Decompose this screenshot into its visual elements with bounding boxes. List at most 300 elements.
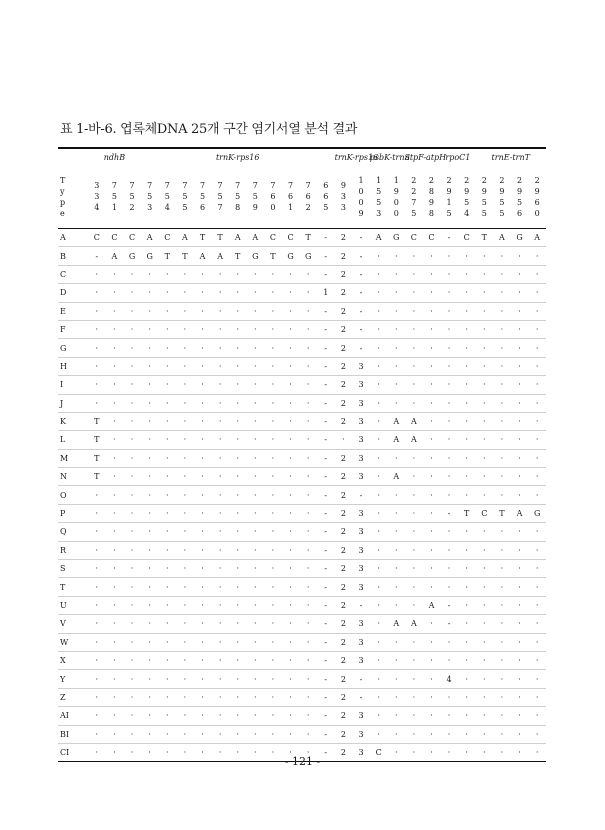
table-cell: ·: [158, 504, 176, 522]
table-cell: ·: [282, 412, 300, 430]
table-cell: ·: [476, 412, 494, 430]
table-cell: ·: [440, 541, 458, 559]
table-cell: ·: [229, 302, 247, 320]
table-cell: 2: [335, 725, 353, 743]
table-cell: ·: [405, 688, 423, 706]
table-cell: C: [476, 504, 494, 522]
position-header: 7 5 2: [123, 165, 141, 229]
table-cell: ·: [211, 651, 229, 669]
table-cell: ·: [387, 578, 405, 596]
table-cell: ·: [123, 320, 141, 338]
type-cell: V: [58, 615, 88, 633]
table-cell: ·: [528, 541, 546, 559]
table-cell: ·: [194, 284, 212, 302]
table-cell: ·: [440, 688, 458, 706]
table-cell: ·: [511, 320, 529, 338]
table-cell: ·: [247, 633, 265, 651]
table-cell: ·: [387, 596, 405, 614]
table-cell: ·: [282, 376, 300, 394]
table-cell: ·: [493, 725, 511, 743]
table-cell: ·: [282, 670, 300, 688]
table-cell: ·: [229, 541, 247, 559]
table-cell: ·: [211, 320, 229, 338]
table-cell: ·: [141, 504, 159, 522]
table-cell: ·: [282, 578, 300, 596]
table-row: [58, 357, 546, 375]
table-cell: ·: [458, 560, 476, 578]
table-row: [58, 394, 546, 412]
table-cell: ·: [141, 725, 159, 743]
table-cell: ·: [476, 468, 494, 486]
table-cell: ·: [88, 578, 106, 596]
table-cell: 2: [335, 265, 353, 283]
table-cell: ·: [528, 596, 546, 614]
table-cell: ·: [458, 247, 476, 265]
type-cell: S: [58, 560, 88, 578]
table-cell: ·: [299, 265, 317, 283]
table-cell: ·: [158, 596, 176, 614]
table-cell: ·: [458, 670, 476, 688]
table-cell: -: [317, 247, 335, 265]
table-cell: ·: [194, 651, 212, 669]
table-cell: ·: [405, 468, 423, 486]
table-row: [58, 615, 546, 633]
table-cell: T: [211, 229, 229, 247]
table-cell: ·: [88, 560, 106, 578]
table-cell: 3: [352, 357, 370, 375]
table-cell: ·: [423, 412, 441, 430]
table-cell: ·: [123, 670, 141, 688]
table-cell: ·: [282, 265, 300, 283]
table-cell: -: [352, 247, 370, 265]
table-cell: ·: [387, 725, 405, 743]
table-cell: ·: [387, 357, 405, 375]
table-cell: ·: [88, 725, 106, 743]
position-header: 7 5 6: [194, 165, 212, 229]
table-cell: ·: [123, 449, 141, 467]
position-header: 7 5 3: [141, 165, 159, 229]
table-cell: ·: [423, 633, 441, 651]
table-cell: ·: [387, 541, 405, 559]
table-cell: 3: [352, 651, 370, 669]
table-cell: ·: [211, 302, 229, 320]
table-cell: ·: [88, 651, 106, 669]
table-cell: ·: [194, 725, 212, 743]
table-cell: ·: [299, 486, 317, 504]
table-cell: ·: [387, 743, 405, 761]
position-header: 7 6 1: [282, 165, 300, 229]
table-cell: ·: [423, 707, 441, 725]
position-header: 7 6 2: [299, 165, 317, 229]
table-cell: ·: [511, 578, 529, 596]
table-cell: ·: [282, 743, 300, 761]
position-header: 2 2 7 5: [405, 165, 423, 229]
position-header: 9 3 3: [335, 165, 353, 229]
table-cell: ·: [387, 504, 405, 522]
table-cell: ·: [370, 670, 388, 688]
table-cell: ·: [493, 486, 511, 504]
table-cell: ·: [528, 633, 546, 651]
table-cell: 1: [317, 284, 335, 302]
table-cell: -: [352, 229, 370, 247]
type-cell: K: [58, 412, 88, 430]
table-cell: ·: [88, 688, 106, 706]
table-cell: T: [88, 431, 106, 449]
table-cell: ·: [387, 339, 405, 357]
table-cell: ·: [158, 339, 176, 357]
table-cell: ·: [123, 339, 141, 357]
table-cell: ·: [493, 247, 511, 265]
table-cell: ·: [176, 376, 194, 394]
table-cell: ·: [106, 596, 124, 614]
table-cell: ·: [247, 578, 265, 596]
table-caption: 표 1-바-6. 엽록체DNA 25개 구간 염기서열 분석 결과: [60, 122, 358, 137]
table-cell: ·: [211, 633, 229, 651]
table-cell: 2: [335, 284, 353, 302]
table-cell: ·: [511, 302, 529, 320]
table-cell: ·: [247, 504, 265, 522]
table-cell: ·: [423, 651, 441, 669]
table-cell: ·: [299, 468, 317, 486]
table-cell: ·: [476, 320, 494, 338]
table-cell: 3: [352, 633, 370, 651]
table-cell: ·: [176, 743, 194, 761]
table-cell: ·: [106, 284, 124, 302]
table-cell: -: [317, 468, 335, 486]
table-cell: ·: [493, 688, 511, 706]
table-cell: ·: [458, 486, 476, 504]
table-cell: ·: [194, 596, 212, 614]
table-cell: ·: [264, 486, 282, 504]
table-cell: ·: [106, 468, 124, 486]
table-cell: -: [317, 302, 335, 320]
table-cell: ·: [493, 633, 511, 651]
table-cell: ·: [141, 560, 159, 578]
table-cell: ·: [158, 743, 176, 761]
position-header: 1 5 5 3: [370, 165, 388, 229]
table-cell: ·: [282, 541, 300, 559]
table-cell: ·: [229, 707, 247, 725]
table-cell: ·: [476, 357, 494, 375]
table-cell: ·: [528, 357, 546, 375]
table-cell: ·: [476, 376, 494, 394]
table-cell: ·: [247, 339, 265, 357]
table-cell: ·: [106, 394, 124, 412]
table-cell: A: [387, 615, 405, 633]
table-cell: ·: [282, 339, 300, 357]
table-cell: ·: [194, 523, 212, 541]
table-cell: ·: [528, 523, 546, 541]
table-row: [58, 688, 546, 706]
table-cell: ·: [229, 449, 247, 467]
table-cell: ·: [158, 541, 176, 559]
position-header: 1 9 0 0: [387, 165, 405, 229]
page-number: - 121 -: [284, 755, 321, 768]
table-row: [58, 596, 546, 614]
table-cell: ·: [511, 339, 529, 357]
table-cell: 2: [335, 229, 353, 247]
table-cell: 3: [352, 615, 370, 633]
table-cell: ·: [458, 651, 476, 669]
table-cell: ·: [493, 265, 511, 283]
table-cell: ·: [88, 339, 106, 357]
table-cell: ·: [264, 504, 282, 522]
table-cell: -: [317, 725, 335, 743]
table-cell: ·: [176, 394, 194, 412]
table-cell: -: [317, 486, 335, 504]
table-cell: ·: [88, 302, 106, 320]
table-row: [58, 707, 546, 725]
table-cell: ·: [440, 560, 458, 578]
table-cell: ·: [123, 302, 141, 320]
table-cell: 2: [335, 633, 353, 651]
table-cell: A: [387, 431, 405, 449]
table-cell: ·: [123, 707, 141, 725]
table-cell: ·: [423, 394, 441, 412]
table-cell: ·: [141, 357, 159, 375]
table-cell: -: [317, 743, 335, 761]
table-cell: ·: [440, 247, 458, 265]
table-cell: ·: [229, 560, 247, 578]
table-cell: ·: [511, 707, 529, 725]
table-cell: ·: [106, 486, 124, 504]
table-cell: ·: [176, 284, 194, 302]
table-cell: 2: [335, 596, 353, 614]
table-cell: ·: [511, 523, 529, 541]
type-cell: Z: [58, 688, 88, 706]
table-cell: ·: [194, 670, 212, 688]
table-cell: -: [440, 615, 458, 633]
table-cell: 3: [352, 468, 370, 486]
region-header: trnK-rps16: [141, 148, 335, 165]
table-cell: ·: [229, 596, 247, 614]
table-cell: ·: [423, 339, 441, 357]
type-cell: A: [58, 229, 88, 247]
table-cell: ·: [106, 265, 124, 283]
table-cell: G: [387, 229, 405, 247]
table-cell: ·: [458, 339, 476, 357]
table-cell: ·: [141, 707, 159, 725]
table-cell: ·: [511, 394, 529, 412]
table-cell: ·: [511, 541, 529, 559]
table-cell: ·: [476, 707, 494, 725]
table-cell: ·: [458, 688, 476, 706]
table-cell: ·: [528, 412, 546, 430]
table-cell: ·: [211, 376, 229, 394]
table-cell: ·: [264, 394, 282, 412]
table-cell: ·: [123, 633, 141, 651]
table-cell: ·: [141, 486, 159, 504]
table-cell: ·: [493, 523, 511, 541]
table-cell: G: [141, 247, 159, 265]
table-cell: 2: [335, 743, 353, 761]
table-cell: ·: [247, 541, 265, 559]
table-cell: -: [317, 449, 335, 467]
table-cell: ·: [405, 743, 423, 761]
table-cell: ·: [264, 688, 282, 706]
table-cell: G: [511, 229, 529, 247]
type-cell: W: [58, 633, 88, 651]
table-cell: ·: [264, 523, 282, 541]
table-cell: ·: [440, 633, 458, 651]
table-cell: C: [370, 743, 388, 761]
table-cell: ·: [229, 376, 247, 394]
table-cell: ·: [476, 284, 494, 302]
table-cell: ·: [405, 633, 423, 651]
type-cell: Y: [58, 670, 88, 688]
table-cell: ·: [476, 394, 494, 412]
table-cell: ·: [440, 302, 458, 320]
table-cell: ·: [370, 578, 388, 596]
table-cell: T: [88, 449, 106, 467]
table-cell: ·: [141, 670, 159, 688]
table-cell: ·: [440, 320, 458, 338]
table-row: [58, 486, 546, 504]
table-cell: ·: [247, 651, 265, 669]
table-cell: ·: [88, 265, 106, 283]
table-cell: ·: [458, 284, 476, 302]
type-cell: D: [58, 284, 88, 302]
table-cell: ·: [476, 633, 494, 651]
table-cell: ·: [282, 560, 300, 578]
table-cell: ·: [370, 486, 388, 504]
table-cell: ·: [423, 357, 441, 375]
table-cell: ·: [476, 578, 494, 596]
table-cell: ·: [211, 670, 229, 688]
table-cell: ·: [106, 504, 124, 522]
table-cell: ·: [511, 265, 529, 283]
table-cell: 2: [335, 670, 353, 688]
table-cell: ·: [158, 670, 176, 688]
table-cell: ·: [423, 431, 441, 449]
region-header: atpF-atpH: [405, 148, 440, 165]
table-cell: ·: [211, 541, 229, 559]
table-cell: ·: [229, 265, 247, 283]
table-cell: ·: [264, 633, 282, 651]
table-cell: ·: [106, 707, 124, 725]
table-cell: -: [317, 541, 335, 559]
table-cell: ·: [211, 615, 229, 633]
table-cell: ·: [141, 468, 159, 486]
table-cell: 2: [335, 449, 353, 467]
region-header: psbK-trnS: [370, 148, 405, 165]
table-cell: ·: [387, 449, 405, 467]
table-cell: A: [211, 247, 229, 265]
table-cell: ·: [229, 615, 247, 633]
position-header: 7 5 5: [176, 165, 194, 229]
position-header: 7 5 4: [158, 165, 176, 229]
table-cell: ·: [405, 376, 423, 394]
table-cell: ·: [493, 339, 511, 357]
table-cell: ·: [405, 670, 423, 688]
table-cell: ·: [440, 523, 458, 541]
table-cell: T: [176, 247, 194, 265]
table-cell: ·: [370, 560, 388, 578]
table-cell: ·: [440, 431, 458, 449]
table-cell: ·: [176, 302, 194, 320]
table-cell: ·: [440, 449, 458, 467]
table-cell: C: [106, 229, 124, 247]
table-cell: ·: [476, 743, 494, 761]
table-cell: ·: [528, 339, 546, 357]
table-cell: ·: [123, 486, 141, 504]
table-cell: T: [88, 468, 106, 486]
table-cell: A: [141, 229, 159, 247]
table-cell: 3: [352, 541, 370, 559]
table-cell: ·: [387, 707, 405, 725]
table-cell: ·: [176, 431, 194, 449]
table-cell: ·: [476, 486, 494, 504]
table-cell: ·: [282, 302, 300, 320]
table-cell: ·: [194, 357, 212, 375]
table-cell: ·: [282, 596, 300, 614]
table-cell: A: [370, 229, 388, 247]
table-cell: 2: [335, 357, 353, 375]
table-cell: ·: [247, 615, 265, 633]
table-cell: ·: [370, 707, 388, 725]
table-cell: ·: [106, 449, 124, 467]
table-cell: 3: [352, 578, 370, 596]
table-cell: -: [440, 229, 458, 247]
position-header: 1 0 0 9: [352, 165, 370, 229]
table-cell: ·: [299, 596, 317, 614]
table-cell: ·: [370, 725, 388, 743]
table-cell: ·: [141, 578, 159, 596]
table-cell: ·: [264, 578, 282, 596]
table-cell: ·: [141, 633, 159, 651]
table-cell: ·: [158, 468, 176, 486]
table-cell: ·: [264, 302, 282, 320]
table-cell: ·: [440, 284, 458, 302]
table-cell: -: [317, 265, 335, 283]
table-cell: ·: [247, 725, 265, 743]
type-cell: O: [58, 486, 88, 504]
table-cell: ·: [405, 284, 423, 302]
table-cell: ·: [211, 596, 229, 614]
table-cell: ·: [194, 707, 212, 725]
table-cell: ·: [511, 651, 529, 669]
table-cell: ·: [370, 651, 388, 669]
table-cell: ·: [299, 688, 317, 706]
table-cell: ·: [282, 357, 300, 375]
table-cell: A: [511, 504, 529, 522]
table-cell: ·: [282, 504, 300, 522]
type-cell: J: [58, 394, 88, 412]
table-cell: ·: [476, 560, 494, 578]
table-cell: ·: [528, 688, 546, 706]
table-cell: ·: [458, 596, 476, 614]
type-cell: R: [58, 541, 88, 559]
table-cell: ·: [211, 394, 229, 412]
table-cell: ·: [405, 357, 423, 375]
table-cell: -: [352, 596, 370, 614]
table-cell: ·: [299, 302, 317, 320]
table-cell: ·: [423, 615, 441, 633]
table-cell: C: [264, 229, 282, 247]
table-cell: ·: [511, 560, 529, 578]
table-cell: ·: [299, 284, 317, 302]
table-cell: ·: [141, 541, 159, 559]
table-cell: ·: [141, 651, 159, 669]
table-cell: ·: [141, 394, 159, 412]
table-cell: ·: [528, 468, 546, 486]
table-cell: ·: [476, 247, 494, 265]
table-cell: 3: [352, 431, 370, 449]
table-cell: -: [317, 431, 335, 449]
table-cell: ·: [370, 468, 388, 486]
table-cell: ·: [176, 449, 194, 467]
table-cell: ·: [282, 651, 300, 669]
